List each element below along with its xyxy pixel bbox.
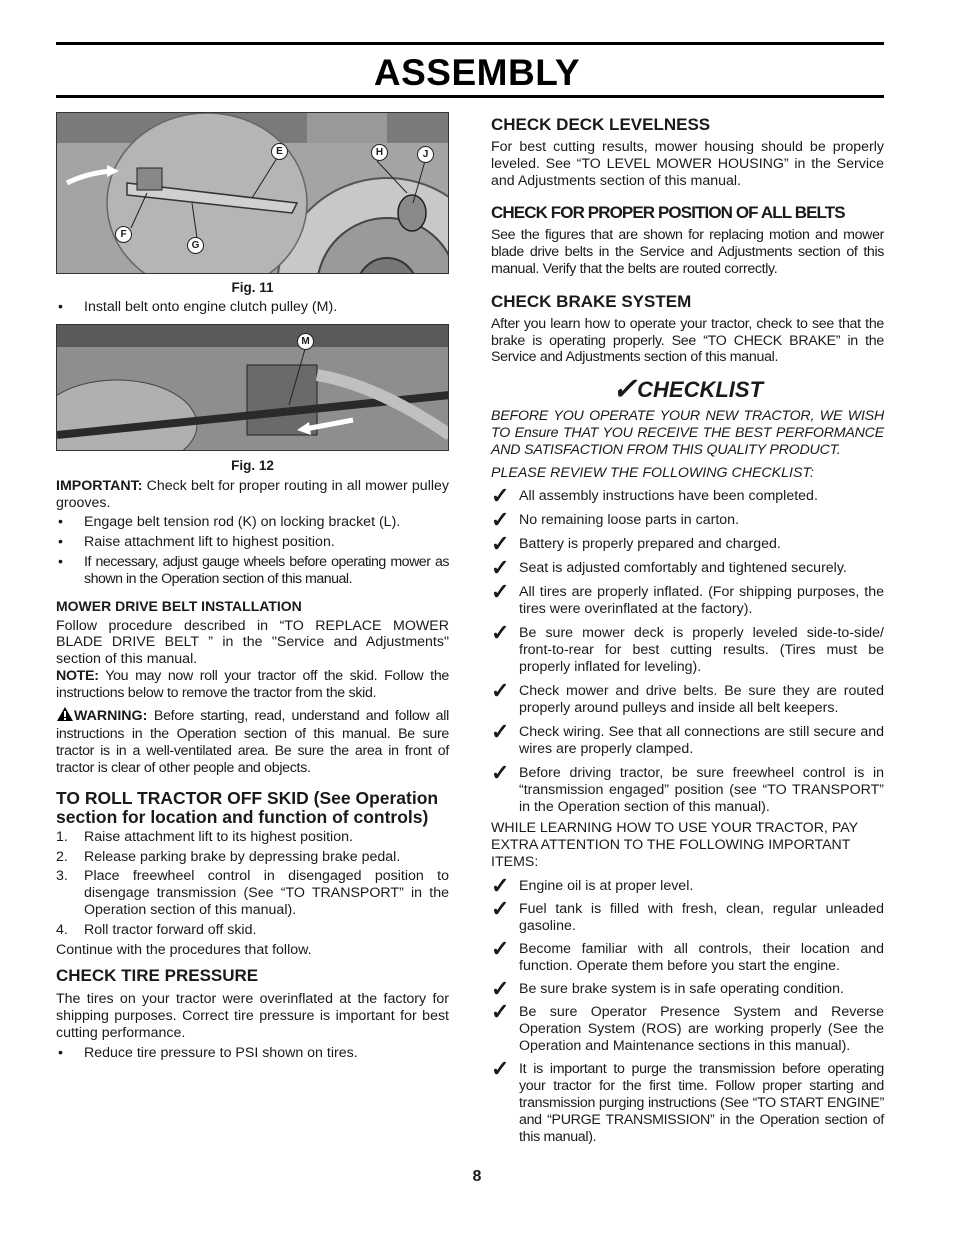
continue-text: Continue with the procedures that follow.: [56, 941, 312, 958]
checkmark-icon: ✓: [491, 531, 510, 557]
list-item: ✓ Battery is properly prepared and charged.: [491, 531, 781, 557]
review-text: PLEASE REVIEW THE FOLLOWING CHECKLIST:: [491, 464, 814, 481]
brake-system-heading: CHECK BRAKE SYSTEM: [491, 291, 692, 311]
checkmark-icon: ✓: [491, 895, 510, 921]
list-item: ✓ All tires are properly inflated. (For shipping purposes, the tires were overinflated at the factory).: [491, 579, 884, 618]
warning-icon: [56, 706, 74, 727]
checkmark-icon: ✓: [491, 507, 510, 533]
checkmark-icon: ✓: [491, 975, 510, 1001]
page-title: ASSEMBLY: [373, 52, 581, 93]
list-item: ✓ It is important to purge the transmission before operating your tractor for the first time. Follow proper starting and transmission purging instructions (See “TO START ENGINE” and “PURGE TRANSMISSION” in the Operation section of this manual).: [491, 1055, 884, 1145]
list-item: 4. Roll tractor forward off skid.: [56, 921, 257, 938]
checkmark-icon: ✓: [611, 373, 638, 407]
checkmark-icon: ✓: [491, 998, 510, 1024]
list-item: ✓ Be sure brake system is in safe operating condition.: [491, 975, 844, 1001]
note-paragraph: NOTE: You may now roll your tractor off the skid. Follow the instructions below to remove the tractor from the skid.: [56, 667, 450, 701]
list-item: 3. Place freewheel control in disengaged position to disengage transmission (See “TO TRANSPORT” in the Operation section of this manual).: [56, 868, 449, 918]
checkmark-icon: ✓: [491, 719, 510, 745]
fig11-label-j: J: [417, 146, 434, 163]
figure-11-caption: Fig. 11: [231, 280, 274, 295]
checkmark-icon: ✓: [491, 579, 510, 605]
checkmark-icon: ✓: [491, 760, 510, 786]
tire-pressure-heading: CHECK TIRE PRESSURE: [56, 966, 259, 986]
fig11-label-f: F: [115, 226, 132, 243]
list-item: ✓ Become familiar with all controls, their location and function. Operate them before you start the engine.: [491, 935, 884, 974]
roll-tractor-heading: TO ROLL TRACTOR OFF SKID (See Operation section for location and function of controls): [56, 787, 439, 827]
checklist-title: CHECKLIST: [637, 377, 764, 403]
figure-12-caption: Fig. 12: [231, 457, 274, 473]
figure-11-image: [56, 112, 449, 274]
right-column: [491, 115, 884, 1146]
list-item: ✓ Seat is adjusted comfortably and tightened securely.: [491, 555, 847, 581]
bullet-item: • Raise attachment lift to highest position.: [58, 534, 335, 551]
deck-levelness-heading: CHECK DECK LEVELNESS: [491, 115, 711, 134]
list-item: ✓ Be sure mower deck is properly leveled side-to-side/ front-to-rear for best cutting results. (Tires must be properly inflated for leveling).: [491, 620, 884, 676]
list-item: ✓ All assembly instructions have been completed.: [491, 483, 818, 509]
tire-bullet: • Reduce tire pressure to PSI shown on tires.: [58, 1044, 358, 1061]
checklist: [491, 483, 884, 816]
important-items-list: [491, 872, 884, 1146]
install-belt-bullet: • Install belt onto engine clutch pulley (M).: [58, 299, 338, 315]
belts-text: See the figures that are shown for replacing motion and mower blade drive belts in the Service and Adjustments section of this manual. Verify that the belts are routed correctly.: [491, 227, 884, 277]
bullet-item: • If necessary, adjust gauge wheels before operating mower as shown in the Operation section of this manual.: [58, 553, 449, 587]
checklist-title-row: [491, 372, 884, 407]
brake-system-text: After you learn how to operate your tractor, check to see that the brake is operating properly. See “TO CHECK BRAKE” in the Service and Adjustments section of this manual.: [491, 315, 884, 366]
checkmark-icon: ✓: [491, 555, 510, 581]
fig11-label-e: E: [271, 143, 288, 160]
bullet-item: • Engage belt tension rod (K) on locking bracket (L).: [58, 514, 401, 531]
list-item: ✓ Check mower and drive belts. Be sure they are routed properly around pulleys and inside all belt keepers.: [491, 678, 884, 717]
mower-drive-heading: MOWER DRIVE BELT INSTALLATION: [56, 597, 302, 614]
list-item: ✓ Be sure Operator Presence System and Reverse Operation System (ROS) are working properly (See the Operation and Maintenance sections in this manual).: [491, 998, 884, 1054]
checkmark-icon: ✓: [491, 1055, 510, 1081]
roll-steps-list: [56, 829, 449, 939]
list-item: ✓ Fuel tank is filled with fresh, clean, regular unleaded gasoline.: [491, 895, 884, 934]
while-learning-text: WHILE LEARNING HOW TO USE YOUR TRACTOR, PAY EXTRA ATTENTION TO THE FOLLOWING IMPORTANT ITEMS:: [491, 820, 858, 870]
figure-12-image: [56, 324, 449, 451]
list-item: ✓ Engine oil is at proper level.: [491, 872, 694, 898]
fig11-label-h: H: [371, 144, 388, 161]
checkmark-icon: ✓: [491, 483, 510, 509]
header-rule-bottom: [56, 95, 884, 98]
fig12-label-m: M: [297, 333, 314, 350]
checklist-intro: BEFORE YOU OPERATE YOUR NEW TRACTOR, WE WISH TO Ensure THAT YOU RECEIVE THE BEST PERFORMANCE AND SATISFACTION FROM THIS QUALITY PRODUCT.: [491, 408, 884, 458]
list-item: 2. Release parking brake by depressing brake pedal.: [56, 848, 401, 865]
list-item: ✓ Before driving tractor, be sure freewheel control is in “transmission engaged” position (see “TO TRANSPORT” in the Operation section of this manual).: [491, 760, 884, 816]
list-item: ✓ No remaining loose parts in carton.: [491, 507, 740, 533]
deck-levelness-text: For best cutting results, mower housing should be properly leveled. See “TO LEVEL MOWER HOUSING” in the Service and Adjustments section of this manual.: [491, 139, 884, 189]
checkmark-icon: ✓: [491, 678, 510, 704]
figure-12-illustration: [57, 325, 449, 451]
mower-drive-text: Follow procedure described in “TO REPLACE MOWER BLADE DRIVE BELT ” in the "Service and Adjustments" section of this manual.: [56, 617, 449, 668]
checkmark-icon: ✓: [491, 620, 510, 646]
left-column: [56, 112, 449, 1062]
header-rule-top: [56, 42, 884, 45]
fig11-label-g: G: [187, 237, 204, 254]
tire-pressure-text: The tires on your tractor were overinflated at the factory for shipping purposes. Correct tire pressure is important for best cutting performance.: [56, 991, 449, 1041]
figure-11-illustration: [57, 113, 449, 274]
belts-heading: CHECK FOR PROPER POSITION OF ALL BELTS: [491, 203, 845, 223]
checkmark-icon: ✓: [491, 872, 510, 898]
checkmark-icon: ✓: [491, 935, 510, 961]
warning-paragraph: WARNING: Before starting, read, understand and follow all instructions in the Operation section of this manual. Be sure tractor is in a well-ventilated area. Be sure the area in front of tractor is clear of other people and objects.: [56, 707, 449, 776]
list-item: ✓ Check wiring. See that all connections are still secure and wires are properly clamped.: [491, 719, 884, 758]
list-item: 1. Raise attachment lift to its highest position.: [56, 828, 353, 845]
important-note: IMPORTANT: Check belt for proper routing in all mower pulley grooves.: [56, 477, 449, 511]
page-number: 8: [472, 1168, 482, 1185]
